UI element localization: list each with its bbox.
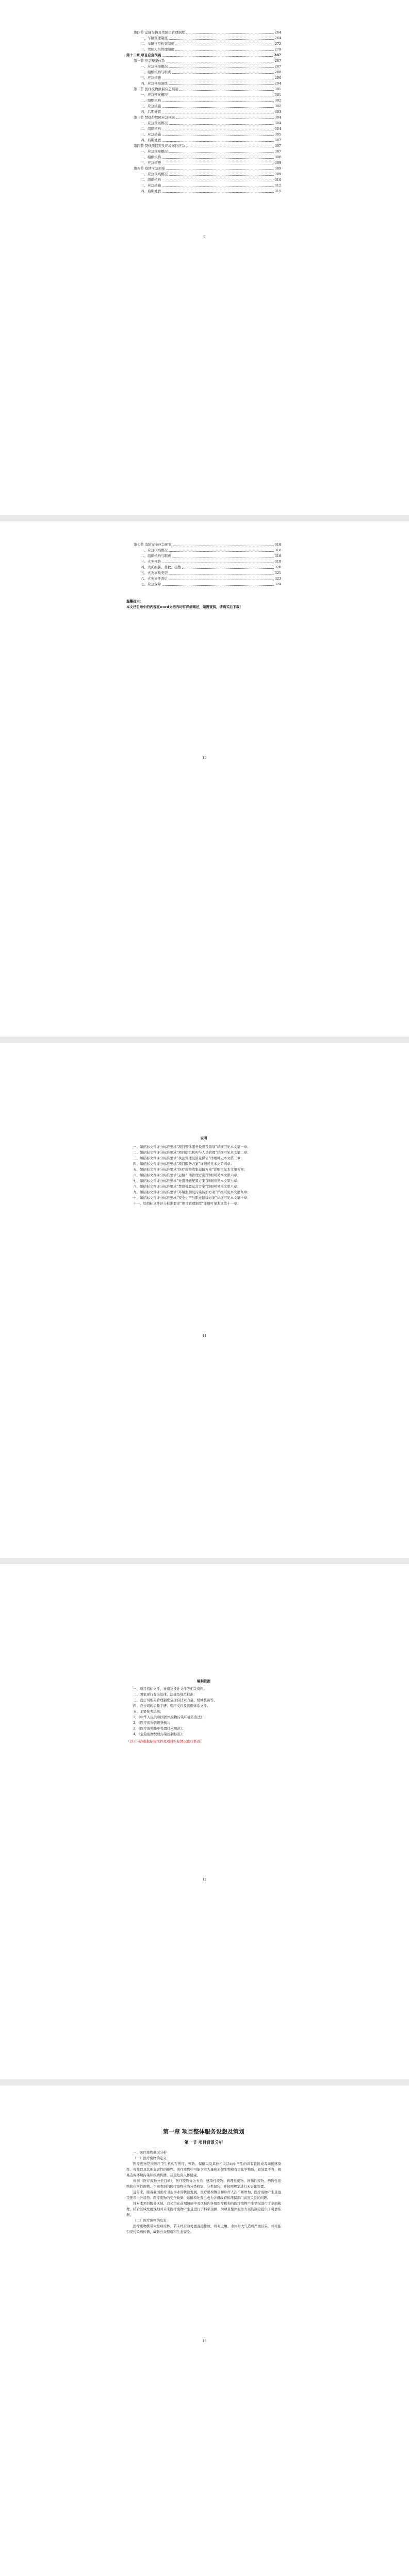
toc-entry[interactable] (126, 58, 281, 64)
toc-entry[interactable] (126, 64, 281, 70)
toc-leader-dots (162, 158, 274, 159)
toc-entry[interactable] (126, 115, 281, 121)
explanation-section (126, 1136, 281, 1207)
document-page-3 (0, 1043, 409, 1558)
edit-note: （以下内容根据招标文件及项目实际情况进行修改） (126, 1739, 204, 1743)
toc-entry-title: 五、火灾事故类型 (141, 571, 168, 575)
toc-entry-page: 319 (274, 560, 281, 564)
toc-entry[interactable] (126, 576, 281, 582)
toc-entry-title: 四、后期处置 (141, 189, 161, 193)
toc-entry[interactable] (126, 542, 281, 548)
toc-entry-page: 309 (274, 172, 281, 176)
explanation-item: 一、如招标文件评分标准要求“项目整体服务设想及策划”详细可见本文第一章； (133, 1145, 251, 1149)
toc-leader-dots (162, 107, 274, 108)
toc-entry-title: 第十二章 项目应急预案 (126, 53, 161, 57)
toc-entry[interactable] (126, 189, 281, 194)
toc-entry-page: 301 (274, 93, 281, 97)
toc-entry-page: 272 (274, 42, 281, 46)
toc-leader-dots (162, 141, 274, 142)
toc-entry-page: 305 (274, 132, 281, 137)
toc-entry-page: 304 (274, 121, 281, 125)
toc-leader-dots (186, 33, 274, 34)
toc-entry-title: 三、应急措施 (141, 161, 161, 165)
toc-leader-dots (162, 585, 274, 586)
toc-entry-page: 304 (274, 115, 281, 120)
toc-entry-page: 302 (274, 98, 281, 103)
chapter-1 (126, 2128, 281, 2235)
toc-leader-dots (169, 152, 274, 153)
notice-box (126, 599, 281, 610)
toc-entry-title: 三、应急措施 (141, 132, 161, 137)
chapter-title: 第一章 项目整体服务设想及策划 (163, 2128, 244, 2135)
toc-entry-title: 四、应急预案演练 (141, 81, 168, 86)
toc-entry[interactable] (126, 70, 281, 75)
toc-entry[interactable] (126, 36, 281, 41)
toc-entry-title: 二、组织机构与职责 (141, 554, 171, 558)
toc-entry[interactable] (126, 126, 281, 132)
toc-entry-page: 287 (274, 59, 281, 63)
toc-entry[interactable] (126, 75, 281, 81)
toc-entry-page: 288 (274, 70, 281, 74)
toc-entry-page: 307 (274, 144, 281, 148)
toc-entry-title: 第二节 医疗废物泄漏应急预案 (134, 87, 178, 91)
toc-entry[interactable] (126, 53, 281, 58)
explanation-item: 十、如招标文件评分标准要求“安全生产与职业健康方案”详细可见本文第十章； (133, 1196, 251, 1200)
toc-entry[interactable] (126, 87, 281, 92)
paragraph: （二）医疗废物的危害 (133, 2218, 167, 2223)
toc-entry[interactable] (126, 160, 281, 166)
toc-entry-page: 315 (274, 189, 281, 193)
toc-entry-page: 301 (274, 87, 281, 91)
toc-entry[interactable] (126, 570, 281, 576)
toc-entry-title: 一、应急预案概况 (141, 548, 168, 552)
toc-leader-dots (179, 90, 274, 91)
toc-entry-title: 一、应急预案概况 (141, 121, 168, 125)
section-title: 说明 (200, 1136, 207, 1140)
toc-entry-title: 三、应急措施 (141, 76, 161, 80)
toc-entry-title: 二、车辆日常检查制度 (141, 42, 174, 46)
toc-entry-title: 三、应急措施 (141, 104, 161, 108)
paragraph: 根据《医疗废物分类目录》，医疗废物分为五类：感染性废物、病理性废物、损伤性废物、药物性废物和化学性废物。不同类别的医疗废物应当分类收集、分类包装，并按照规定进行无害化处置。 (126, 2179, 281, 2189)
paragraph: 医疗废物是指医疗卫生机构在医疗、预防、保健以及其他相关活动中产生的具有直接或者间接感染性、毒性以及其他危害性的废物。医疗废物中可能含有大量病原微生物和有害化学物质，如处置不当，极易造成环境污染和疾病传播，甚至危害人体健康。 (126, 2162, 281, 2177)
toc-entry[interactable] (126, 548, 281, 553)
paragraph: 医疗废物携带大量病原体，若未经有效处置直接排放，将对土壤、水体和大气造成严重污染，并可能引发传染病传播，威胁公众健康和生态安全。 (126, 2224, 281, 2234)
toc-entry-page: 308 (274, 155, 281, 159)
toc-leader-dots (169, 175, 274, 176)
toc-entry[interactable] (126, 582, 281, 587)
toc-entry-title: 三、驾驶人员管理制度 (141, 47, 174, 52)
paragraph: 针对本项目服务区域，我公司在前期调研中对区域内各级医疗机构的医疗废物产生情况进行了全面梳理，结合区域发展规划对未来医疗废物产生量进行了科学预测，为项目整体服务方案的制定提供了可靠依据。 (126, 2201, 281, 2217)
basis-item: 一、项目招标文件、补遗及设计文件等相关资料。 (133, 1687, 207, 1691)
toc-entry-page: 287 (274, 64, 281, 69)
toc-leader-dots (162, 135, 274, 136)
toc-entry-page: 318 (274, 543, 281, 547)
toc-entry-page: 307 (274, 149, 281, 154)
toc-entry-title: 二、组织机构 (141, 155, 161, 159)
basis-item: 2、《医疗废物管理条例》； (133, 1721, 172, 1725)
toc-entry-page: 324 (274, 582, 281, 586)
toc-entry[interactable] (126, 565, 281, 570)
page-number: 13 (202, 2339, 207, 2343)
page-number: 11 (202, 1334, 207, 1338)
toc-leader-dots (169, 67, 274, 68)
toc-entry-page: 307 (274, 138, 281, 142)
toc-entry-page: 318 (274, 548, 281, 552)
toc-entry-page: 309 (274, 166, 281, 171)
toc-leader-dots (176, 118, 274, 119)
basis-item: 五、主要参考法规： (133, 1709, 163, 1714)
toc-entry[interactable] (126, 143, 281, 149)
toc-entry-page: 303 (274, 110, 281, 114)
explanation-item: 十一、如招标文件评分标准要求“项目管理制度”详细可见本文第十一章； (133, 1201, 241, 1206)
toc-entry-title: 二、组织机构 (141, 178, 161, 182)
document-page-5 (0, 2086, 409, 2576)
paragraph: 近年来，随着我国医疗卫生事业的快速发展，医疗机构数量和诊疗人次不断增加，医疗废物产生量也呈逐年上升趋势。医疗废物的安全收集、运输和处置已成为各级政府和环保部门高度关注的问题。 (126, 2190, 281, 2200)
basis-item: 4、《危险废物焚烧污染控制标准》； (133, 1732, 186, 1736)
toc-entry-page: 323 (274, 577, 281, 581)
basis-item: 三、我公司相关管理制度及现有技术力量、机械装备等。 (133, 1698, 217, 1702)
toc-entry[interactable] (126, 553, 281, 559)
toc-entry-page: 312 (274, 183, 281, 188)
toc-entry-page: 294 (274, 81, 281, 86)
toc-entry-title: 四、后期处置 (141, 110, 161, 114)
basis-item: 二、国家现行有关法律、法规及规范标准： (133, 1692, 197, 1697)
toc-entry-title: 第五节 疫情应急预案 (134, 166, 165, 171)
toc-entry-title: 一、车辆管理制度 (141, 36, 168, 40)
toc-entry-title: 四、后期处置 (141, 138, 161, 142)
section-title: 编制依据 (197, 1679, 210, 1683)
explanation-item: 五、如招标文件评分标准要求“医疗废物收集运输方案”详细可见本文第五章； (133, 1167, 248, 1172)
toc-entry[interactable] (126, 81, 281, 87)
toc-entry-page: 310 (274, 178, 281, 182)
toc-entry[interactable] (126, 30, 281, 36)
toc-entry[interactable] (126, 172, 281, 177)
toc-leader-dots (162, 192, 274, 193)
toc-entry-title: 二、组织机构 (141, 127, 161, 131)
toc-entry[interactable] (126, 121, 281, 126)
section-heading: 第一节 项目背景分析 (184, 2140, 223, 2145)
toc-entry-page: 264 (274, 30, 281, 35)
toc-entry[interactable] (126, 177, 281, 183)
toc-leader-dots (162, 101, 274, 102)
toc-entry-title: 二、组织机构 (141, 98, 161, 103)
toc-leader-dots (169, 551, 274, 552)
toc-entry[interactable] (126, 104, 281, 109)
document-page-2 (0, 521, 409, 1037)
explanation-item: 七、如招标文件评分标准要求“处置设施配置方案”详细可见本文第七章； (133, 1179, 241, 1183)
toc-leader-dots (182, 568, 274, 569)
toc-entry[interactable] (126, 559, 281, 565)
toc-entry-title: 一、应急预案概况 (141, 64, 168, 69)
table-of-contents (126, 30, 281, 194)
toc-entry-title: 一、应急预案概况 (141, 93, 168, 97)
toc-entry-page: 290 (274, 76, 281, 80)
toc-entry[interactable] (126, 92, 281, 98)
toc-entry[interactable] (126, 166, 281, 172)
document-page-4 (0, 1564, 409, 2079)
page-number: 9 (203, 235, 206, 239)
toc-leader-dots (169, 84, 274, 85)
toc-entry-page: 287 (274, 53, 281, 57)
document-page-1 (0, 0, 409, 515)
toc-entry-title: 一、应急预案概况 (141, 149, 168, 154)
toc-entry-title: 第七节 消防安全应急预案 (134, 543, 172, 547)
toc-entry-title: 第四节 焚烧项目突发环境事件应急 (134, 144, 185, 148)
explanation-item: 三、如招标文件评分标准要求“执法管理及质量保证”详细可见本文第三章； (133, 1156, 244, 1160)
page-number: 10 (202, 756, 207, 760)
toc-entry-page: 318 (274, 554, 281, 558)
explanation-item: 四、如招标文件评分标准要求“项目服务方案”详细可见本文第四章； (133, 1162, 234, 1166)
basis-item: 3、《医疗废物集中处置技术规范》； (133, 1726, 186, 1731)
basis-item: 1、《中华人民共和国固体废物污染环境防治法》； (133, 1715, 206, 1719)
toc-entry-title: 三、应急措施 (141, 183, 161, 188)
toc-entry-title: 四、火灾报警、扑救、疏散 (141, 565, 181, 569)
toc-leader-dots (169, 124, 274, 125)
toc-entry[interactable] (126, 98, 281, 104)
toc-entry[interactable] (126, 132, 281, 138)
explanation-item: 八、如招标文件评分标准要求“焚烧处置运营方案”详细可见本文第八章； (133, 1184, 241, 1189)
toc-entry-title: 一、应急预案概况 (141, 172, 168, 176)
toc-leader-dots (169, 39, 274, 40)
notice-title: 温馨提示： (126, 599, 143, 603)
toc-entry[interactable] (126, 183, 281, 189)
toc-entry-page: 302 (274, 104, 281, 108)
toc-entry-page: 304 (274, 127, 281, 131)
toc-entry[interactable] (126, 138, 281, 143)
toc-entry-page: 309 (274, 161, 281, 165)
toc-entry-page: 264 (274, 36, 281, 40)
explanation-item: 二、如招标文件评分标准要求“项目组织机构与人员管理”详细可见本文第二章； (133, 1150, 251, 1155)
toc-entry[interactable] (126, 41, 281, 47)
toc-entry[interactable] (126, 47, 281, 53)
toc-entry-page: 279 (274, 47, 281, 52)
page-number: 12 (202, 1877, 207, 1882)
toc-entry-title: 七、应急保障 (141, 582, 161, 586)
toc-entry-page: 320 (274, 565, 281, 569)
toc-leader-dots (175, 50, 274, 51)
paragraph: （一）医疗废物的定义 (133, 2156, 167, 2160)
toc-entry-title: 六、火灾事件善后 (141, 577, 168, 581)
toc-entry[interactable] (126, 155, 281, 160)
explanation-item: 九、如招标文件评分标准要求“环境监测及污染防治方案”详细可见本文第九章； (133, 1190, 251, 1194)
toc-entry-title: 二、组织机构与职责 (141, 70, 171, 74)
paragraph: 一、医疗废物概况分析 (133, 2150, 167, 2155)
toc-entry[interactable] (126, 109, 281, 115)
toc-entry-title: 第三节 焚烧炉故障应急预案 (134, 115, 175, 120)
toc-entry-title: 第四节 运输车辆及驾驶员管理制度 (134, 30, 185, 35)
toc-entry-page: 321 (274, 571, 281, 575)
basis-item: 四、我公司的质量手册、程序文件及管理体系文件。 (133, 1704, 210, 1708)
toc-leader-dots (172, 73, 274, 74)
toc-entry[interactable] (126, 149, 281, 155)
toc-entry-title: 第一节 应急预案体系 (134, 59, 165, 63)
toc-entry-title: 三、火灾预防 (141, 560, 161, 564)
notice-text: 本文档目录中的内容在word文档内均有详细阐述，如需查阅，请购买后下载！ (126, 605, 243, 609)
explanation-item: 六、如招标文件评分标准要求“运输车辆管理方案”详细可见本文第六章； (133, 1173, 241, 1177)
basis-section (126, 1679, 281, 1744)
toc-leader-dots (162, 56, 273, 57)
table-of-contents (126, 542, 281, 587)
